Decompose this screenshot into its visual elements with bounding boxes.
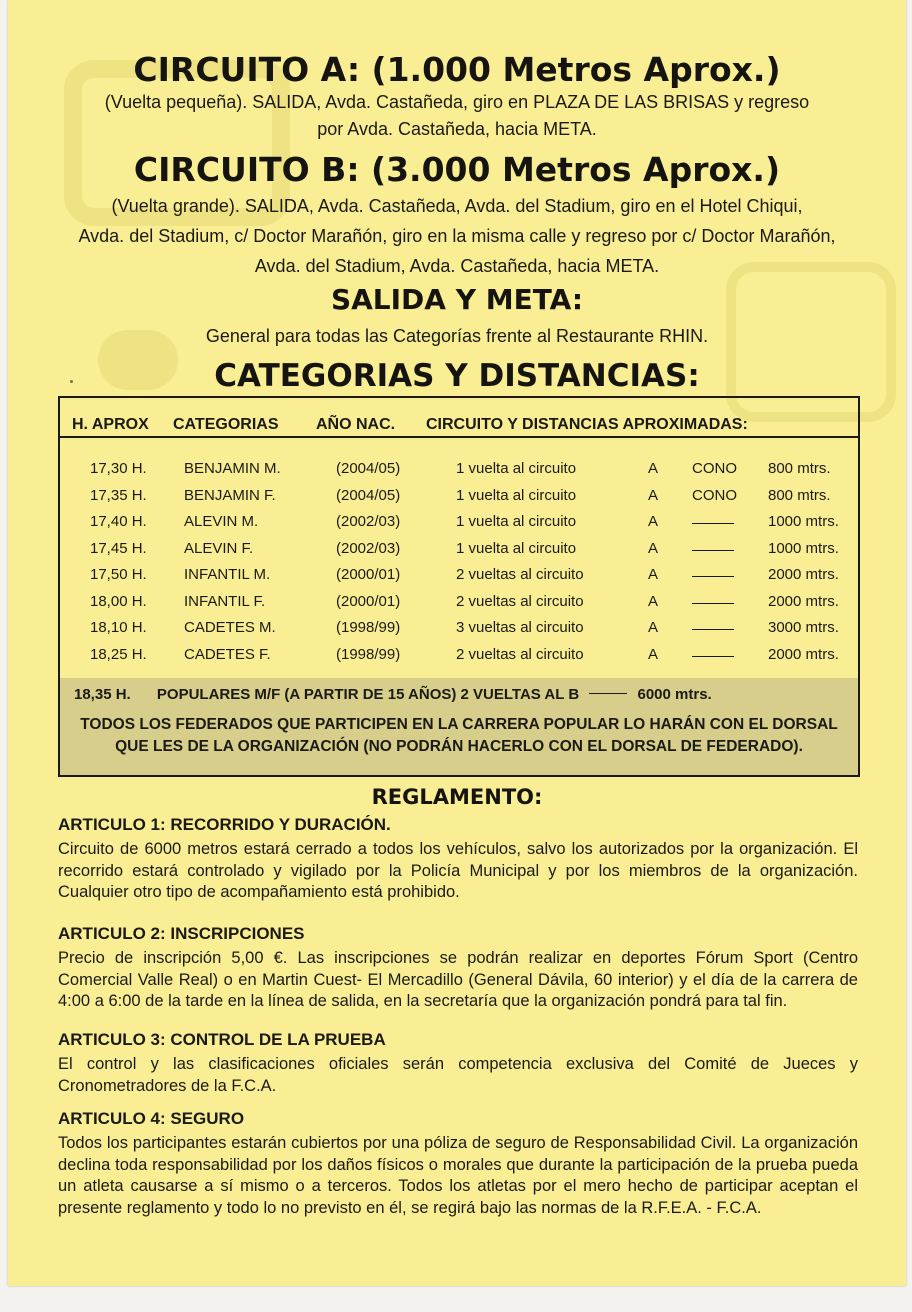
cell-laps: 2 vueltas al circuito — [456, 645, 584, 663]
populares-band — [60, 678, 858, 775]
populares-time: 18,35 H. — [74, 686, 131, 703]
article-1-title: ARTICULO 1: RECORRIDO Y DURACIÓN. — [58, 815, 391, 834]
cell-time: 18,10 H. — [90, 619, 147, 636]
table-row — [60, 456, 858, 482]
cell-extra: CONO — [692, 486, 737, 504]
categories-table — [58, 396, 860, 777]
table-row — [60, 589, 858, 615]
notice-line-2: QUE LES DE LA ORGANIZACIÓN (NO PODRÁN HACERLO CON EL DORSAL DE FEDERADO). — [115, 738, 803, 755]
header-circuit: CIRCUITO Y DISTANCIAS APROXIMADAS: — [426, 416, 748, 433]
cell-laps: 2 vueltas al circuito — [456, 592, 584, 610]
cell-laps: 1 vuelta al circuito — [456, 486, 577, 504]
cell-time: 17,35 H. — [90, 486, 147, 504]
cell-cat: ALEVIN F. — [184, 539, 254, 557]
cell-time: 18,00 H. — [90, 592, 147, 610]
table-row — [60, 509, 858, 535]
article-3-title: ARTICULO 3: CONTROL DE LA PRUEBA — [58, 1030, 386, 1049]
cell-extra — [692, 550, 734, 551]
cell-dist: 2000 mtrs. — [768, 592, 839, 610]
article-4-body: Todos los participantes estarán cubiertos por una póliza de seguro de Responsabilidad Civil. La organización declina toda responsabilidad por los daños físicos o morales que durante la participación de la prueba pueda un atleta causarse a sí mismo o a terceros. Todos los atletas por el mero hecho de participar aceptan el presente reglamento y todo lo no previsto en él, se regirá bajo las normas de la R.F.E.A. - F.C.A. — [58, 1134, 858, 1217]
cell-circ: A — [648, 539, 659, 557]
cell-cat: INFANTIL M. — [184, 566, 271, 583]
cell-time: 17,40 H. — [90, 513, 147, 530]
populares-distance: 6000 mtrs. — [637, 686, 712, 703]
cell-extra — [692, 629, 734, 630]
categorias-title: CATEGORIAS Y DISTANCIAS: — [214, 358, 700, 394]
circuito-a-title: CIRCUITO A: (1.000 Metros Aprox.) — [133, 50, 781, 89]
populares-row — [74, 686, 712, 703]
cell-dist: 800 mtrs. — [768, 460, 831, 477]
table-row — [60, 642, 858, 668]
cell-cat: INFANTIL F. — [184, 592, 266, 610]
table-row — [60, 615, 858, 641]
article-2-body: Precio de inscripción 5,00 €. Las inscripciones se podrán realizar en deportes Fórum Sport (Centro Comercial Valle Real) o en Martin Cuest- El Mercadillo (General Dávila, 60 interior) y el día de la carrera de 4:00 a 6:00 de la tarde en la línea de salida, en la secretaría que la organización pondrá para tal fin. — [58, 949, 858, 1010]
salida-meta-text: General para todas las Categorías frente al Restaurante RHIN. — [205, 326, 709, 346]
salida-meta-title: SALIDA Y META: — [330, 283, 584, 316]
circuito-b-line-3: Avda. del Stadium, Avda. Castañeda, hacia META. — [254, 256, 660, 276]
cell-laps: 3 vueltas al circuito — [456, 619, 584, 636]
circuito-b-line-2: Avda. del Stadium, c/ Doctor Marañón, giro en la misma calle y regreso por c/ Doctor Marañón, — [78, 226, 836, 246]
cell-laps: 1 vuelta al circuito — [456, 460, 577, 477]
reglamento-title: REGLAMENTO: — [371, 785, 543, 809]
table-header — [60, 398, 858, 438]
cell-circ: A — [648, 460, 659, 477]
cell-circ: A — [648, 619, 659, 636]
header-time: H. APROX — [72, 416, 149, 433]
cell-dist: 1000 mtrs. — [768, 539, 839, 557]
article-1-body: Circuito de 6000 metros estará cerrado a todos los vehículos, salvo los autorizados por la organización. El recorrido estará controlado y vigilado por la Policía Municipal y por los miembros de la organización. Cualquier otro tipo de acompañamiento está prohibido. — [58, 840, 858, 901]
circuito-a-line-2: por Avda. Castañeda, hacia META. — [317, 119, 597, 139]
cell-cat: BENJAMIN F. — [184, 486, 276, 504]
cell-circ: A — [648, 566, 659, 583]
cell-cat: CADETES F. — [184, 645, 271, 663]
cell-circ: A — [648, 486, 659, 504]
populares-text: POPULARES M/F (A PARTIR DE 15 AÑOS) 2 VUELTAS AL B — [156, 686, 580, 703]
stray-dot — [70, 380, 73, 383]
cell-laps: 1 vuelta al circuito — [456, 539, 577, 557]
cell-dist: 2000 mtrs. — [768, 566, 839, 583]
circuito-b-title: CIRCUITO B: (3.000 Metros Aprox.) — [133, 150, 781, 189]
cell-extra — [692, 603, 734, 604]
cell-dist: 800 mtrs. — [768, 486, 831, 504]
cell-year: (1998/99) — [336, 645, 401, 663]
cell-circ: A — [648, 513, 659, 530]
cell-year: (2000/01) — [336, 566, 401, 583]
cell-time: 17,45 H. — [90, 539, 147, 557]
cell-year: (2002/03) — [336, 539, 401, 557]
header-category: CATEGORIAS — [173, 416, 279, 433]
cell-year: (2004/05) — [336, 460, 401, 477]
cell-year: (2000/01) — [336, 592, 401, 610]
cell-cat: CADETES M. — [184, 619, 276, 636]
cell-year: (2004/05) — [336, 486, 401, 504]
cell-dist: 3000 mtrs. — [768, 619, 839, 636]
circuito-a-line-1: (Vuelta pequeña). SALIDA, Avda. Castañeda, giro en PLAZA DE LAS BRISAS y regreso — [104, 92, 810, 112]
cell-extra — [692, 656, 734, 657]
table-row — [60, 536, 858, 562]
cell-laps: 2 vueltas al circuito — [456, 566, 584, 583]
article-2-title: ARTICULO 2: INSCRIPCIONES — [58, 924, 305, 943]
cell-dist: 2000 mtrs. — [768, 645, 839, 663]
cell-extra: CONO — [692, 460, 737, 477]
federados-notice — [60, 714, 858, 758]
blank-line — [589, 693, 627, 694]
cell-circ: A — [648, 645, 659, 663]
article-4-title: ARTICULO 4: SEGURO — [58, 1109, 245, 1128]
cell-laps: 1 vuelta al circuito — [456, 513, 577, 530]
cell-cat: ALEVIN M. — [184, 513, 259, 530]
table-row — [60, 562, 858, 588]
cell-circ: A — [648, 592, 659, 610]
notice-line-1: TODOS LOS FEDERADOS QUE PARTICIPEN EN LA CARRERA POPULAR LO HARÁN CON EL DORSAL — [80, 716, 838, 733]
cell-dist: 1000 mtrs. — [768, 513, 839, 530]
cell-cat: BENJAMIN M. — [184, 460, 281, 477]
table-row — [60, 483, 858, 509]
flyer-page — [8, 0, 906, 1286]
circuito-b-line-1: (Vuelta grande). SALIDA, Avda. Castañeda, Avda. del Stadium, giro en el Hotel Chiqui, — [111, 196, 803, 216]
article-3-body: El control y las clasificaciones oficiales serán competencia exclusiva del Comité de Jueces y Cronometradores de la F.C.A. — [58, 1055, 858, 1095]
cell-extra — [692, 576, 734, 577]
cell-year: (2002/03) — [336, 513, 401, 530]
cell-extra — [692, 523, 734, 524]
cell-time: 18,25 H. — [90, 645, 147, 663]
cell-time: 17,30 H. — [90, 460, 147, 477]
cell-year: (1998/99) — [336, 619, 401, 636]
cell-time: 17,50 H. — [90, 566, 147, 583]
header-year: AÑO NAC. — [316, 416, 396, 433]
